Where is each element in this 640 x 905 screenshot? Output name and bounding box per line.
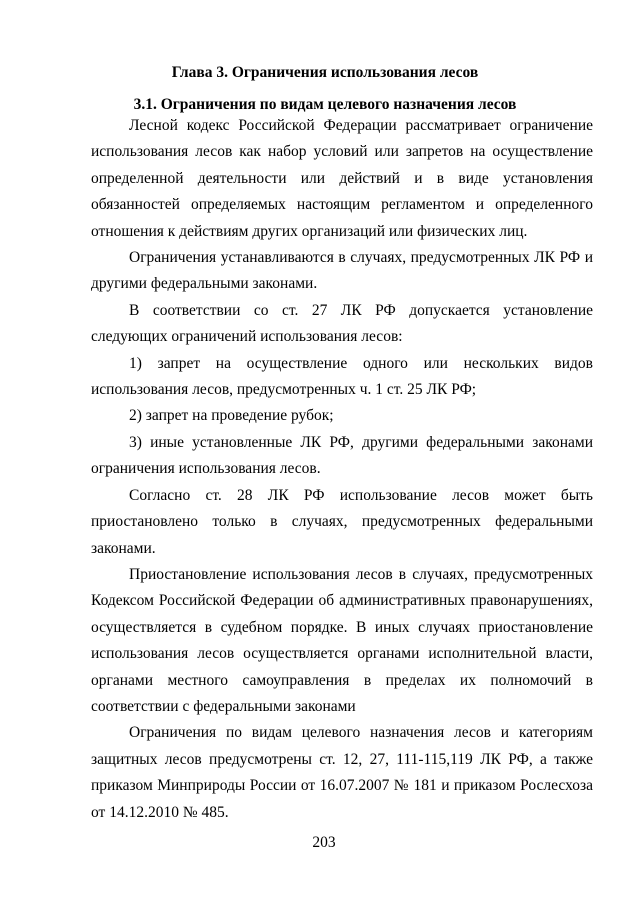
- page-number: 203: [312, 834, 336, 851]
- body-text: [91, 113, 593, 826]
- paragraph-6: Ограничения по видам целевого назначения лесов и категориям защитных лесов предусмотрены ст. 12, 27, 111-115,119 ЛК РФ, а также приказом Минприроды России от 16.07.2007 № 181 и приказом Рослесхоза от 14.12.2010 № 485.: [91, 724, 593, 821]
- paragraph-5: Приостановление использования лесов в случаях, предусмотренных Кодексом Российской Федерации об административных правонарушениях, осуществляется в судебном порядке. В иных случаях приостановление использования лесов осуществляется органами исполнительной власти, органами местного самоуправления в пределах их полномочий в соответствии с федеральными законами: [91, 565, 593, 715]
- paragraph-2: Ограничения устанавливаются в случаях, предусмотренных ЛК РФ и другими федеральными законами.: [91, 249, 593, 293]
- paragraph-4: Согласно ст. 28 ЛК РФ использование лесов может быть приостановлено только в случаях, предусмотренных федеральными законами.: [91, 486, 593, 557]
- list-item-2: 2) запрет на проведение рубок;: [129, 407, 334, 425]
- paragraph-3: В соответствии со ст. 27 ЛК РФ допускается установление следующих ограничений использования лесов:: [91, 301, 593, 346]
- list-item-3: 3) иные установленные ЛК РФ, другими федеральными законами ограничения использования лесов.: [91, 433, 593, 478]
- list-item-1: 1) запрет на осуществление одного или нескольких видов использования лесов, предусмотренных ч. 1 ст. 25 ЛК РФ;: [91, 354, 593, 399]
- section-title: 3.1. Ограничения по видам целевого назначения лесов: [133, 96, 517, 113]
- paragraph-1: Лесной кодекс Российской Федерации рассматривает ограничение использования лесов как набор условий или запретов на осуществление определенной деятельности или действий и в виде установления обязанностей определяемых настоящим регламентом и определенного отношения к действиям других организаций или физических лиц.: [91, 117, 593, 240]
- chapter-title: Глава 3. Ограничения использования лесов: [171, 64, 479, 81]
